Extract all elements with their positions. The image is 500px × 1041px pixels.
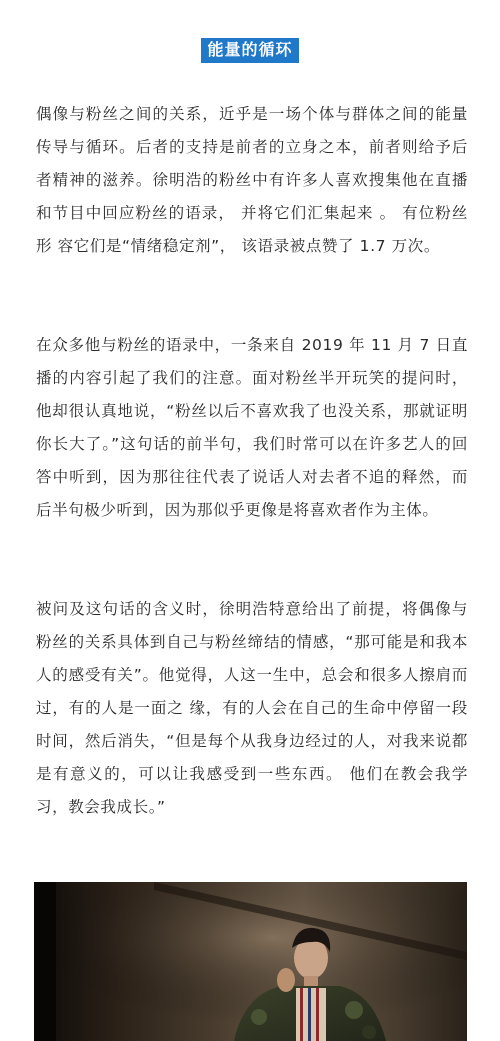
paragraph-3: 被问及这句话的含义时，徐明浩特意给出了前提，将偶像与粉丝的关系具体到自己与粉丝缔结的情感，“那可能是和我本人的感受有关”。他觉得，人这一生中，总会和很多人擦肩而过，有的人是一面之 缘，有的人会在自己的生命中停留一段时间，然后消失，“但是每个从我身边经过的人，对我来说都是有意义的，可以让我感受到一些东西。 他们在教会我学习，教会我成长。”	[36, 600, 468, 816]
frame-edge	[34, 882, 56, 1041]
title-block	[0, 38, 500, 63]
striped-shirt	[296, 988, 326, 1041]
photo-illustration	[34, 882, 467, 1041]
paragraph-1: 偶像与粉丝之间的关系，近乎是一场个体与群体之间的能量传导与循环。后者的支持是前者的立身之本，前者则给予后者精神的滋养。徐明浩的粉丝中有许多人喜欢搜集他在直播和节目中回应粉丝的语录， 并将它们汇集起来 。 有位粉丝形 容它们是“情绪稳定剂”， 该语录被点赞了 1.7 万次。	[36, 105, 468, 255]
portrait-photo	[34, 882, 467, 1041]
paragraph-2: 在众多他与粉丝的语录中，一条来自 2019 年 11 月 7 日直播的内容引起了我们的注意。面对粉丝半开玩笑的提问时，他却很认真地说，“粉丝以后不喜欢我了也没关系，那就证明你长大了。”这句话的前半句，我们时常可以在许多艺人的回答中听到，因为那往往代表了说话人对去者不追的释然，而后半句极少听到，因为那似乎更像是将喜欢者作为主体。	[36, 336, 468, 519]
section-title: 能量的循环	[201, 38, 298, 63]
